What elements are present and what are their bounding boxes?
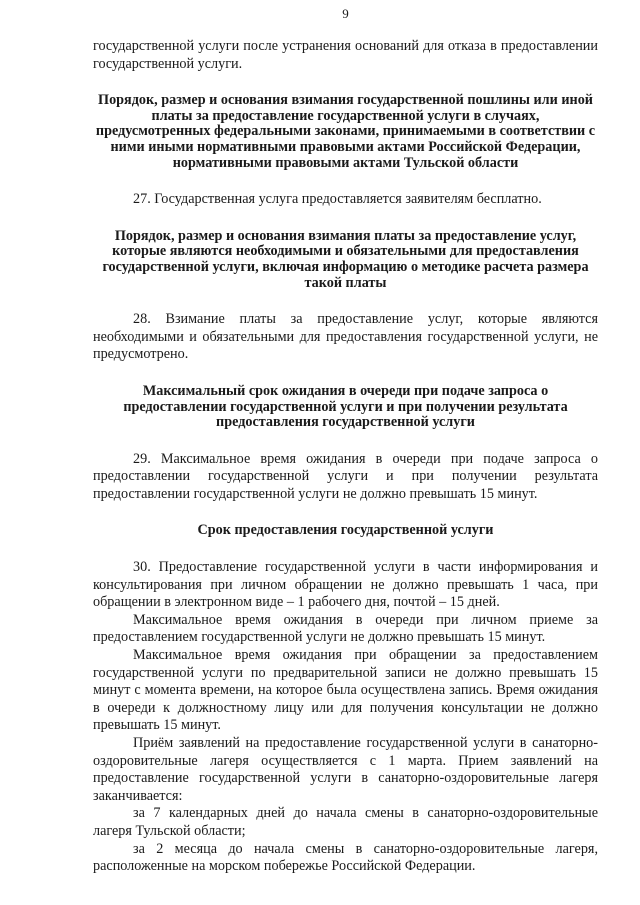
paragraph-30-application-intake: Приём заявлений на предоставление государственной услуги в санаторно-оздоровительные лагеря осуществляется с 1 марта. Прием заявлений на предоставление государственной услуги в санаторно-оздоровительные лагеря заканчивается: bbox=[93, 735, 598, 804]
paragraph-30-personal-waiting: Максимальное время ожидания в очереди при личном приеме за предоставлением государственной услуги не должно превышать 15 минут. bbox=[93, 611, 598, 646]
paragraph-28: 28. Взимание платы за предоставление услуг, которые являются необходимыми и обязательными для предоставления государственной услуги, не предусмотрено. bbox=[93, 311, 598, 363]
paragraph-30-appointment-waiting: Максимальное время ожидания при обращении за предоставлением государственной услуги по предварительной записи не должно превышать 15 минут с момента времени, на которое была осуществлена запись. Время ожидания в очереди к должностному лицу или для получения консультации не должно превышать 15 минут. bbox=[93, 647, 598, 734]
page-number: 9 bbox=[342, 6, 349, 21]
section-heading-service-term: Срок предоставления государственной услуги bbox=[197, 522, 494, 539]
paragraph-27: 27. Государственная услуга предоставляется заявителям бесплатно. bbox=[133, 191, 542, 208]
paragraph-30: 30. Предоставление государственной услуги в части информирования и консультирования при личном обращении не должно превышать 1 часа, при обращении в электронном виде – 1 рабочего дня, почтой – 15 дней. bbox=[93, 559, 598, 611]
paragraph-continuation: государственной услуги после устранения оснований для отказа в предоставлении государственной услуги. bbox=[93, 38, 598, 72]
section-heading-waiting-time: Максимальный срок ожидания в очереди при подаче запроса о предоставлении государственной услуги и при получении результата предоставления государственной услуги bbox=[123, 382, 568, 431]
paragraph-29: 29. Максимальное время ожидания в очереди при подаче запроса о предоставлении государственной услуги и при получении результата предоставлении государственной услуги не должно превышать 15 минут. bbox=[93, 450, 598, 502]
paragraph-30-tula-deadline: за 7 календарных дней до начала смены в санаторно-оздоровительные лагеря Тульской области; bbox=[93, 805, 598, 839]
paragraph-30-seaside-deadline: за 2 месяца до начала смены в санаторно-оздоровительные лагеря, расположенные на морском побережье Российской Федерации. bbox=[93, 840, 598, 875]
section-heading-payment-order: Порядок, размер и основания взимания платы за предоставление услуг, которые являются необходимыми и обязательными для предоставления государственной услуги, включая информацию о методике расчета размера такой платы bbox=[102, 227, 589, 291]
section-heading-fee-order: Порядок, размер и основания взимания государственной пошлины или иной платы за предоставление государственной услуги в случаях, предусмотренных федеральными законами, принимаемыми в соответствии с ними иными нормативными правовыми актами Российской Федерации, нормативными правовыми актами Тульской области bbox=[95, 92, 596, 171]
